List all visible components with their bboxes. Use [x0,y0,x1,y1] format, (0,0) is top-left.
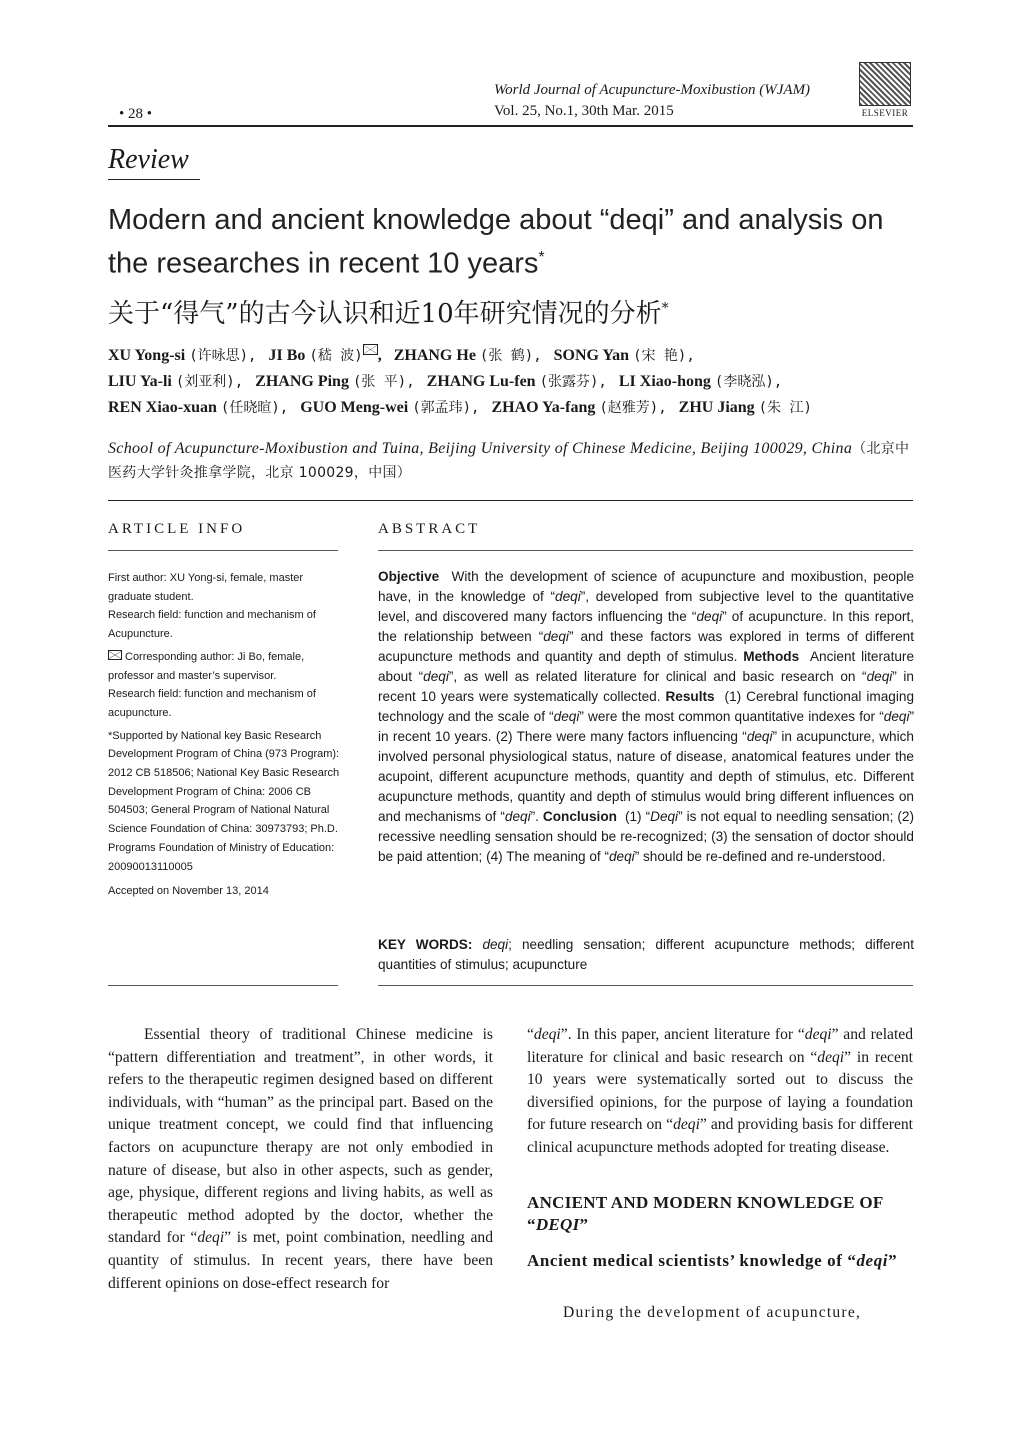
title-english: Modern and ancient knowledge about “deqi” and analysis on the researches in recent 10 years* [108,204,884,280]
journal-name: World Journal of Acupuncture-Moxibustion (WJAM) [494,82,811,98]
issue-info: Vol. 25, No.1, 30th Mar. 2015 [494,103,674,119]
title-chinese: 关于“得气”的古今认识和近10年研究情况的分析* [108,299,669,329]
keywords: KEY WORDS: deqi; needling sensation; different acupuncture methods; different quantities of stimulus; acupuncture [378,937,914,972]
body-left-column: Essential theory of traditional Chinese medicine is “pattern differentiation and treatment”, in other words, it refers to the therapeutic regimen designed based on different individuals, with “human” as the principal part. Based on the unique treatment concept, we could find that influencing factors on acupuncture therapy are not only embodied in nature of disease, but also in other aspects, such as gender, age, physique, different regions and living habits, as well as therapeutic method adopted by the doctor, whether the standard for “deqi” is met, point combination, needling and quantity of stimulus. In recent years, there have been different opinions on dose-effect research for [108,1026,493,1292]
accepted-date: Accepted on November 13, 2014 [108,885,269,898]
abstract-body: Objective With the development of science of acupuncture and moxibustion, people have, in the knowledge of “deqi”, developed from subjective level to the quantitative level, and discovered many factors influencing the “deqi” of acupuncture. In this report, the relationship between “deqi” and these factors was explored in terms of different acupuncture methods and quantity and depth of stimulus. Methods Ancient literature about “deqi”, as well as related literature for clinical and basic research on “deqi” in recent 10 years were systematically collected. Results (1) Cerebral functional imaging technology and the scale of “deqi” were the most common quantitative indexes for “deqi” in recent 10 years. (2) There were many factors influencing “deqi” in acupuncture, which involved personal physiological status, nature of disease, anatomical features under the acupoint, different acupuncture methods, quantity and depth of stimulus, etc. Different acupuncture methods, quantity and depth of stimulus would bring different influences on and mechanisms of “deqi”. Conclusion (1) “Deqi” is not equal to needling sensation; (2) recessive needling sensation should be re-recognized; (3) the sensation of doctor should be paid attention; (4) The meaning of “deqi” should be re-defined and re-understood. [378,569,915,864]
page-number: • 28 • [119,106,153,122]
envelope-icon [363,344,378,355]
article-info-rule [108,550,338,551]
funding: *Supported by National key Basic Research Development Program of China (973 Program): 2012 CB 518506; National Key Basic Research Development Program of China: 2006 CB 504503; General Program of National Natural Science Foundation of China: 30973793; Ph.D. Programs Foundation of Ministry of Education: 20090013110005 [108,729,340,873]
first-author: First author: XU Yong-si, female, master graduate student. [108,572,304,603]
article-info [108,569,344,901]
header-rule [108,125,913,127]
affiliation-rule [108,500,913,501]
abstract-end-rule [378,985,913,986]
affiliation: School of Acupuncture-Moxibustion and Tuina, Beijing University of Chinese Medicine, Beijing 100029, China（北京中医药大学针灸推拿学院，北京 100029，中国） [108,440,910,481]
elsevier-logo [858,62,912,118]
subsection-heading: Ancient medical scientists’ knowledge of “deqi” [527,1251,898,1270]
envelope-icon [108,650,122,660]
tree-icon [859,62,911,106]
section-heading: ANCIENT AND MODERN KNOWLEDGE OF “DEQI” [527,1193,883,1234]
section-underline [108,179,200,180]
abstract-rule [378,550,913,551]
section-label: Review [108,144,189,175]
body-right-continuation: During the development of acupuncture, [563,1304,862,1321]
abstract-heading: ABSTRACT [378,521,481,537]
body-right-column: “deqi”. In this paper, ancient literature for “deqi” and related literature for clinical and basic research on “deqi” in recent 10 years were systematically sorted out to discuss the diversified opinions, for the purpose of laying a foundation for future research on “deqi” and providing basis for different clinical acupuncture methods adopted for treating disease. [527,1026,914,1156]
article-info-heading: ARTICLE INFO [108,521,246,537]
article-info-end-rule [108,985,338,986]
corresponding-author: Corresponding author: Ji Bo, female, professor and master’s supervisor. [108,650,305,682]
research-field: Research field: function and mechanism of Acupuncture. [108,609,316,641]
logo-text: ELSEVIER [861,108,909,118]
research-field: Research field: function and mechanism of acupuncture. [108,688,316,719]
author-list: XU Yong-si (许咏思), JI Bo (嵇 波) , ZHANG He (张 鹤), SONG Yan (宋 艳), LIU Ya-li (刘亚利), ZHANG Ping (张 平), ZHANG Lu-fen (张露芬), LI Xiao-hong (李晓泓), REN Xiao-xuan (任晓暄), GUO Meng-wei (郭孟玮), ZHAO Ya-fang (赵雅芳), ZHU Jiang (朱 江) [108,343,918,421]
